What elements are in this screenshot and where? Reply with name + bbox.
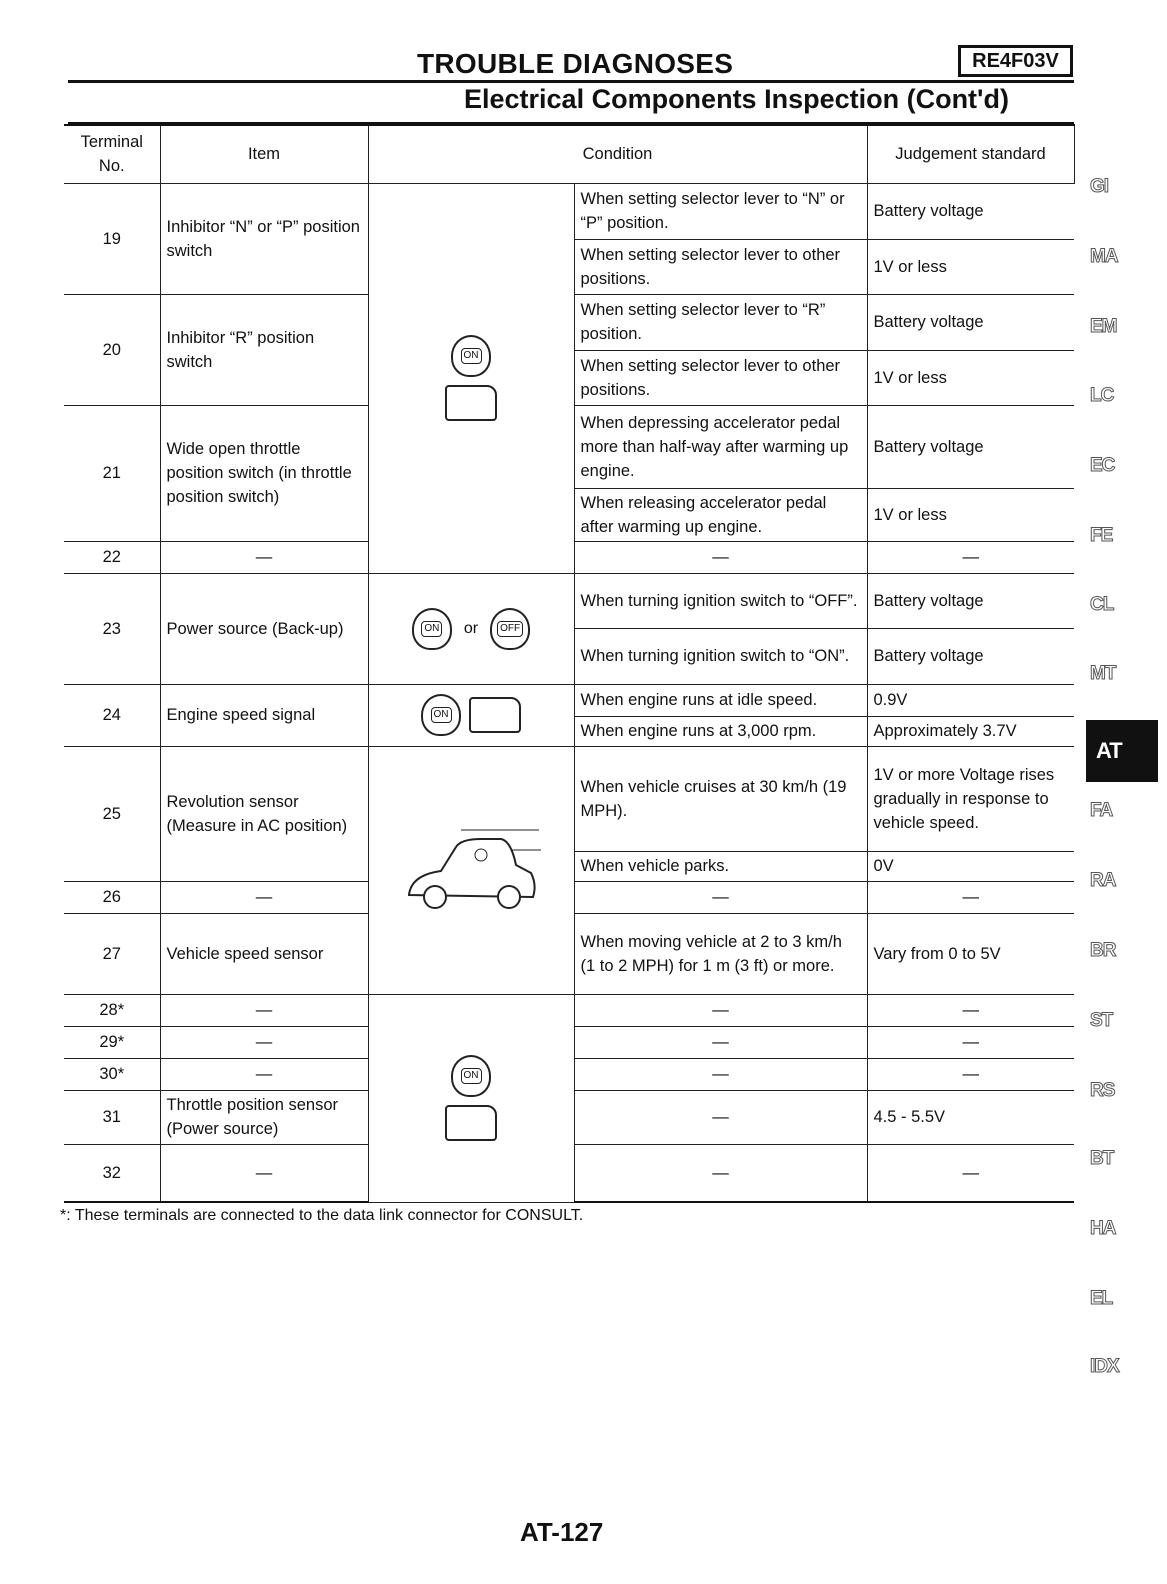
- condition-text: When engine runs at 3,000 rpm.: [574, 716, 867, 746]
- condition-text: When vehicle parks.: [574, 851, 867, 881]
- section-tab-ec[interactable]: EC: [1090, 455, 1115, 476]
- ignition-key-icon: ON: [421, 694, 461, 736]
- item-name: Engine speed signal: [160, 684, 368, 746]
- section-tab-gi[interactable]: GI: [1090, 176, 1109, 197]
- judgement-standard: 1V or less: [867, 488, 1074, 541]
- item-name: —: [160, 1144, 368, 1202]
- section-tab-lc[interactable]: LC: [1090, 385, 1114, 406]
- terminal-number: 30*: [64, 1058, 160, 1090]
- vehicle-driving-icon: [401, 825, 541, 915]
- condition-text: When depressing accelerator pedal more than half-way after warming up engine.: [574, 405, 867, 488]
- page-title: TROUBLE DIAGNOSES: [417, 48, 734, 79]
- judgement-standard: 0.9V: [867, 684, 1074, 716]
- condition-text: When setting selector lever to “N” or “P” position.: [574, 183, 867, 239]
- judgement-standard: Battery voltage: [867, 294, 1074, 350]
- ignition-key-icon: ON: [412, 608, 452, 650]
- table-row: [64, 746, 1074, 851]
- judgement-standard: Vary from 0 to 5V: [867, 913, 1074, 994]
- ignition-key-icon: ON: [451, 335, 491, 377]
- judgement-standard: 1V or more Voltage rises gradually in response to vehicle speed.: [867, 746, 1074, 851]
- section-tab-fe[interactable]: FE: [1090, 525, 1113, 546]
- terminal-number: 28*: [64, 994, 160, 1026]
- terminal-number: 24: [64, 684, 160, 746]
- condition-text: —: [574, 1090, 867, 1144]
- judgement-standard: —: [867, 1058, 1074, 1090]
- judgement-standard: —: [867, 541, 1074, 573]
- terminal-number: 26: [64, 881, 160, 913]
- judgement-standard: Battery voltage: [867, 405, 1074, 488]
- section-tab-em[interactable]: EM: [1090, 316, 1117, 337]
- section-tab-ha[interactable]: HA: [1090, 1218, 1116, 1239]
- condition-text: When setting selector lever to other positions.: [574, 350, 867, 405]
- table-row: [64, 994, 1074, 1026]
- section-tab-fa[interactable]: FA: [1090, 800, 1113, 821]
- judgement-standard: 1V or less: [867, 350, 1074, 405]
- section-tab-bt[interactable]: BT: [1090, 1148, 1114, 1169]
- or-label: or: [463, 619, 479, 637]
- terminal-number: 21: [64, 405, 160, 541]
- terminal-number: 23: [64, 573, 160, 684]
- page-number: AT-127: [520, 1517, 604, 1547]
- item-name: Vehicle speed sensor: [160, 913, 368, 994]
- model-code-badge: RE4F03V: [958, 45, 1073, 77]
- condition-text: When engine runs at idle speed.: [574, 684, 867, 716]
- condition-icons: [368, 994, 574, 1202]
- condition-icons: [368, 573, 574, 684]
- condition-text: When turning ignition switch to “ON”.: [574, 628, 867, 684]
- item-name: Power source (Back-up): [160, 573, 368, 684]
- item-name: —: [160, 1058, 368, 1090]
- judgement-standard: Battery voltage: [867, 573, 1074, 628]
- engine-icon: [445, 1105, 497, 1141]
- table-row: [64, 183, 1074, 239]
- item-name: Inhibitor “N” or “P” position switch: [160, 183, 368, 294]
- section-tab-ma[interactable]: MA: [1090, 246, 1118, 267]
- condition-text: When turning ignition switch to “OFF”.: [574, 573, 867, 628]
- terminal-number: 20: [64, 294, 160, 405]
- header-judgement: Judgement standard: [867, 125, 1074, 183]
- terminal-number: 27: [64, 913, 160, 994]
- terminal-number: 31: [64, 1090, 160, 1144]
- judgement-standard: —: [867, 881, 1074, 913]
- table-row: [64, 684, 1074, 716]
- condition-text: When vehicle cruises at 30 km/h (19 MPH).: [574, 746, 867, 851]
- section-tab-idx[interactable]: IDX: [1090, 1356, 1119, 1377]
- section-tab-ra[interactable]: RA: [1090, 870, 1116, 891]
- condition-text: —: [574, 1026, 867, 1058]
- section-title: Electrical Components Inspection (Cont'd): [464, 84, 1009, 114]
- condition-icons: [368, 183, 574, 573]
- terminal-number: 25: [64, 746, 160, 881]
- judgement-standard: Battery voltage: [867, 628, 1074, 684]
- header-item: Item: [160, 125, 368, 183]
- engine-icon: [445, 385, 497, 421]
- judgement-standard: 4.5 - 5.5V: [867, 1090, 1074, 1144]
- terminal-number: 19: [64, 183, 160, 294]
- footnote: *: These terminals are connected to the data link connector for CONSULT.: [60, 1207, 584, 1224]
- section-tab-br[interactable]: BR: [1090, 940, 1116, 961]
- terminal-number: 22: [64, 541, 160, 573]
- section-tab-el[interactable]: EL: [1090, 1288, 1113, 1309]
- item-name: Revolution sensor (Measure in AC position): [160, 746, 368, 881]
- item-name: Wide open throttle position switch (in throttle position switch): [160, 405, 368, 541]
- item-name: —: [160, 881, 368, 913]
- condition-text: When moving vehicle at 2 to 3 km/h (1 to 2 MPH) for 1 m (3 ft) or more.: [574, 913, 867, 994]
- condition-icons: [368, 684, 574, 746]
- judgement-standard: 1V or less: [867, 239, 1074, 294]
- ignition-key-icon: OFF: [490, 608, 530, 650]
- judgement-standard: —: [867, 1144, 1074, 1202]
- condition-text: —: [574, 541, 867, 573]
- item-name: —: [160, 994, 368, 1026]
- condition-icons: [368, 746, 574, 994]
- item-name: —: [160, 541, 368, 573]
- item-name: Inhibitor “R” position switch: [160, 294, 368, 405]
- table-row: [64, 573, 1074, 628]
- item-name: Throttle position sensor (Power source): [160, 1090, 368, 1144]
- judgement-standard: Battery voltage: [867, 183, 1074, 239]
- header-rule: [68, 80, 1074, 83]
- condition-text: When setting selector lever to “R” position.: [574, 294, 867, 350]
- condition-text: —: [574, 994, 867, 1026]
- section-tab-rs[interactable]: RS: [1090, 1080, 1115, 1101]
- judgement-standard: 0V: [867, 851, 1074, 881]
- engine-icon: [469, 697, 521, 733]
- judgement-standard: —: [867, 1026, 1074, 1058]
- condition-text: When setting selector lever to other positions.: [574, 239, 867, 294]
- judgement-standard: —: [867, 994, 1074, 1026]
- condition-text: —: [574, 1058, 867, 1090]
- inspection-table: [64, 124, 1075, 1203]
- judgement-standard: Approximately 3.7V: [867, 716, 1074, 746]
- header-terminal: Terminal No.: [64, 125, 160, 183]
- condition-text: —: [574, 1144, 867, 1202]
- section-tab-mt[interactable]: MT: [1090, 663, 1116, 684]
- ignition-key-icon: ON: [451, 1055, 491, 1097]
- section-tab-st[interactable]: ST: [1090, 1010, 1113, 1031]
- condition-text: —: [574, 881, 867, 913]
- terminal-number: 29*: [64, 1026, 160, 1058]
- item-name: —: [160, 1026, 368, 1058]
- terminal-number: 32: [64, 1144, 160, 1202]
- section-tab-cl[interactable]: CL: [1090, 594, 1114, 615]
- header-condition: Condition: [368, 125, 867, 183]
- section-tab-at[interactable]: AT: [1086, 720, 1158, 782]
- condition-text: When releasing accelerator pedal after warming up engine.: [574, 488, 867, 541]
